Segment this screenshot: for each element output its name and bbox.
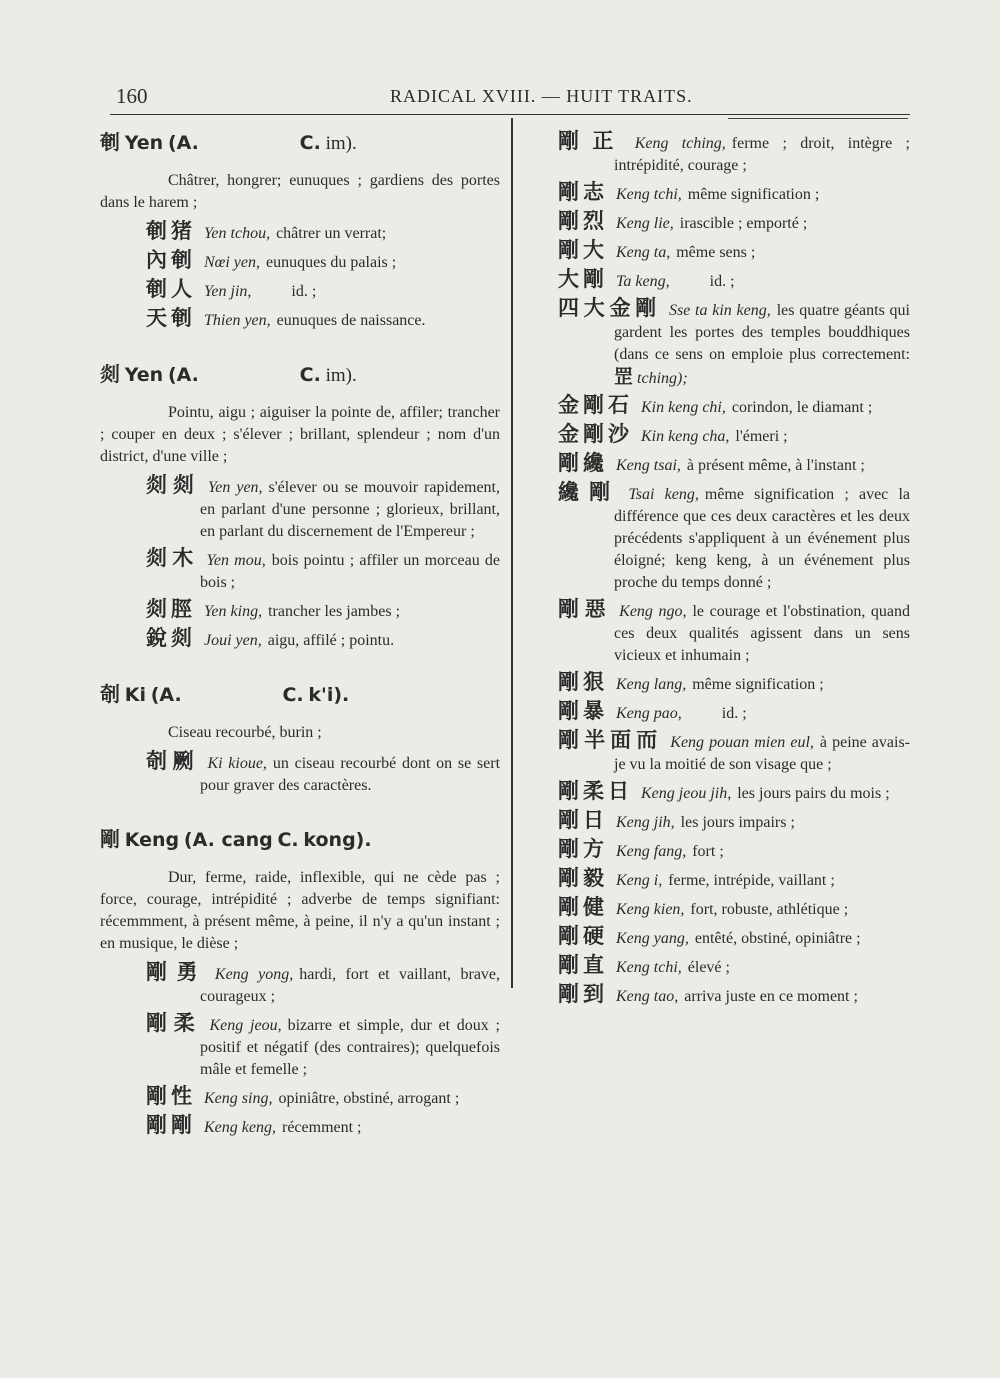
compound-hanzi: 剛大 <box>558 238 608 262</box>
compound-romanization: Keng jeou jih, <box>641 785 732 802</box>
compound-meaning: aigu, affilé ; pointu. <box>267 632 395 649</box>
compound-meaning: entêté, obstiné, opiniâtre ; <box>694 930 861 947</box>
entry-head <box>100 827 500 853</box>
compound-entry <box>100 220 500 245</box>
compound-hanzi: 剛正 <box>558 129 627 153</box>
compound-meaning: irascible ; emporté ; <box>679 215 808 232</box>
compound-hanzi: 剛直 <box>558 953 608 977</box>
compound-romanization: Keng lie, <box>616 215 674 232</box>
compound-hanzi: 大剛 <box>558 267 608 291</box>
compound-meaning: id. ; <box>721 705 747 722</box>
compound-hanzi: 剛惡 <box>558 597 612 621</box>
compound-meaning: châtrer un verrat; <box>276 225 387 242</box>
entry-romanization: Keng <box>124 829 180 851</box>
compound-romanization: Yen king, <box>204 603 263 620</box>
compound-entry <box>100 627 500 652</box>
compound-hanzi: 剛狠 <box>558 670 608 694</box>
entry-cantonese-label: C. <box>282 684 304 706</box>
compound-romanization: Keng kien, <box>616 901 685 918</box>
entry-cantonese-label: C. <box>299 364 321 386</box>
compound-romanization: Keng yang, <box>616 930 689 947</box>
entry-ki <box>100 682 500 797</box>
compound-romanization: Keng jih, <box>616 814 675 831</box>
entry-annamite: (A. <box>167 364 199 386</box>
compound-hanzi: 剛柔 <box>146 1011 202 1035</box>
compound-romanization: Keng tching, <box>634 135 726 152</box>
compound-meaning: id. ; <box>291 283 317 300</box>
entry-cantonese: im). <box>325 365 357 386</box>
entry-romanization: Yen <box>124 132 164 154</box>
compound-hanzi: 剞劂 <box>146 749 200 773</box>
compound-hanzi: 金剛沙 <box>558 422 633 446</box>
compound-hanzi: 剛志 <box>558 180 608 204</box>
entry-definition: Pointu, aigu ; aiguiser la pointe de, affiler; trancher ; couper en deux ; s'élever ; brillant, splendeur ; nom d'un district, d'une ville ; <box>100 404 500 465</box>
compound-entry <box>558 983 910 1008</box>
compound-romanization: Yen yen, <box>207 479 263 496</box>
entry-annamite: (A. <box>167 132 199 154</box>
compound-romanization: Keng lang, <box>616 676 687 693</box>
compound-entry <box>558 809 910 834</box>
compound-meaning: le courage et l'obstination, quand ces deux qualités agissent dans un sens vicieux et inhumain ; <box>614 603 911 664</box>
compound-hanzi: 剛毅 <box>558 866 608 890</box>
page-header <box>110 78 910 115</box>
compound-hanzi: 剛暴 <box>558 699 608 723</box>
compound-meaning: eunuques du palais ; <box>266 254 397 271</box>
entry-keng <box>100 827 500 1139</box>
compound-entry <box>100 547 500 594</box>
compound-romanization: Nœi yen, <box>204 254 260 271</box>
compound-entry <box>558 598 910 667</box>
compound-romanization: Sse ta kin keng, <box>668 302 771 319</box>
compound-meaning: à présent même, à l'instant ; <box>686 457 865 474</box>
entry-cantonese-label: C. <box>299 132 321 154</box>
compound-entry <box>100 598 500 623</box>
compound-meaning: trancher les jambes ; <box>268 603 401 620</box>
compound-hanzi: 剡剡 <box>146 473 200 497</box>
compound-entry <box>558 210 910 235</box>
compound-meaning: l'émeri ; <box>735 428 788 445</box>
compound-entry <box>558 423 910 448</box>
compound-romanization: Yen jin, <box>204 283 252 300</box>
compound-meaning: fort ; <box>692 843 724 860</box>
compound-meaning: bizarre et simple, dur et doux ; positif et négatif (des contraires); quelquefois mâle et femelle ; <box>200 1017 501 1078</box>
entry-head <box>100 682 500 708</box>
compound-romanization: Keng pouan mien eul, <box>670 734 814 751</box>
compound-meaning: les jours impairs ; <box>680 814 795 831</box>
compound-hanzi: 剛硬 <box>558 924 608 948</box>
variant-hanzi: 罡 <box>614 366 634 388</box>
left-column <box>100 130 500 1169</box>
compound-hanzi: 剛日 <box>558 808 608 832</box>
right-column <box>558 130 910 1012</box>
compound-meaning: arriva juste en ce moment ; <box>684 988 858 1005</box>
entry-hanzi: 剡 <box>100 362 120 386</box>
compound-romanization: Thien yen, <box>204 312 271 329</box>
compound-romanization: Kin keng chi, <box>641 399 726 416</box>
compound-entry <box>558 130 910 177</box>
compound-romanization: Yen tchou, <box>204 225 271 242</box>
compound-entry <box>558 481 910 594</box>
compound-hanzi: 剛半面而 <box>558 728 663 752</box>
entry-cantonese: kong). <box>303 829 372 851</box>
compound-meaning: les jours pairs du mois ; <box>737 785 890 802</box>
compound-entry <box>100 278 500 303</box>
compound-romanization: Keng tao, <box>616 988 679 1005</box>
column-divider <box>511 118 513 988</box>
entry-cantonese: k'i). <box>308 684 350 706</box>
compound-meaning: opiniâtre, obstiné, arrogant ; <box>278 1090 460 1107</box>
compound-romanization: Joui yen, <box>204 632 262 649</box>
running-title: RADICAL XVIII. — HUIT TRAITS. <box>390 86 693 106</box>
entry-hanzi: 剦 <box>100 130 120 154</box>
compound-hanzi: 纔剛 <box>558 480 621 504</box>
compound-meaning: les quatre géants qui gardent les portes des temples bouddhiques (dans ce sens on emploie plus correctement: <box>614 302 911 363</box>
compound-hanzi: 剛纔 <box>558 451 608 475</box>
compound-meaning: eunuques de naissance. <box>276 312 426 329</box>
compound-meaning: récemment ; <box>281 1119 362 1136</box>
compound-romanization: Ki kioue, <box>207 755 267 772</box>
entry-head <box>100 130 500 156</box>
compound-hanzi: 剛健 <box>558 895 608 919</box>
entry-annamite: (A. <box>150 684 182 706</box>
compound-romanization: Keng i, <box>616 872 663 889</box>
compound-hanzi: 銳剡 <box>146 626 196 650</box>
compound-entry <box>558 239 910 264</box>
compound-meaning: hardi, fort et vaillant, brave, courageux ; <box>200 966 501 1005</box>
compound-entry <box>558 394 910 419</box>
compound-hanzi: 內剦 <box>146 248 196 272</box>
compound-meaning: ferme, intrépide, vaillant ; <box>668 872 835 889</box>
compound-entry <box>558 268 910 293</box>
entry-romanization: Ki <box>124 684 146 706</box>
compound-meaning: élevé ; <box>687 959 730 976</box>
compound-romanization: Tsai keng, <box>628 486 699 503</box>
compound-romanization: Ta keng, <box>616 273 670 290</box>
compound-meaning: id. ; <box>709 273 735 290</box>
compound-meaning: un ciseau recourbé dont on se sert pour graver des caractères. <box>200 755 501 794</box>
compound-hanzi: 四大金剛 <box>558 296 661 320</box>
compound-meaning: corindon, le diamant ; <box>731 399 873 416</box>
compound-romanization: Yen mou, <box>206 552 266 569</box>
compound-entry <box>558 954 910 979</box>
compound-entry <box>558 700 910 725</box>
compound-romanization: Keng ta, <box>616 244 671 261</box>
compound-hanzi: 金剛石 <box>558 393 633 417</box>
compound-romanization: Keng keng, <box>204 1119 276 1136</box>
entry-yen-1 <box>100 130 500 332</box>
variant-romanization: tching); <box>637 370 688 387</box>
compound-hanzi: 剛勇 <box>146 960 207 984</box>
compound-entry <box>558 297 910 390</box>
compound-hanzi: 剡脛 <box>146 597 196 621</box>
entry-hanzi: 剞 <box>100 682 120 706</box>
compound-entry <box>100 961 500 1008</box>
compound-romanization: Keng fang, <box>616 843 687 860</box>
entry-annamite: (A. cang <box>183 829 273 851</box>
compound-entry <box>100 1085 500 1110</box>
compound-romanization: Keng tchi, <box>616 186 682 203</box>
compound-hanzi: 剡木 <box>146 546 199 570</box>
entry-cantonese: im). <box>325 133 357 154</box>
compound-hanzi: 剦猪 <box>146 219 196 243</box>
compound-romanization: Keng sing, <box>204 1090 273 1107</box>
compound-hanzi: 剦人 <box>146 277 196 301</box>
compound-entry <box>558 867 910 892</box>
compound-hanzi: 剛烈 <box>558 209 608 233</box>
compound-entry <box>100 474 500 543</box>
compound-romanization: Keng tchi, <box>616 959 682 976</box>
compound-entry <box>100 307 500 332</box>
entry-yen-2 <box>100 362 500 652</box>
compound-hanzi: 剛剛 <box>146 1113 196 1137</box>
compound-entry <box>100 1012 500 1081</box>
compound-romanization: Kin keng cha, <box>641 428 730 445</box>
compound-hanzi: 剛到 <box>558 982 608 1006</box>
compound-hanzi: 天剦 <box>146 306 196 330</box>
compound-romanization: Keng jeou, <box>209 1017 282 1034</box>
compound-entry <box>100 1114 500 1139</box>
compound-entry <box>558 780 910 805</box>
compound-meaning: même signification ; <box>687 186 820 203</box>
compound-hanzi: 剛柔日 <box>558 779 633 803</box>
compound-entry <box>558 729 910 776</box>
entry-romanization: Yen <box>124 364 164 386</box>
entry-definition: Dur, ferme, raide, inflexible, qui ne cède pas ; force, courage, intrépidité ; adverbe de temps signifiant: récemmment, à présent même, à peine, il n'y a qu'un instant ; en musique, le dièse ; <box>100 869 500 952</box>
compound-meaning: même signification ; <box>692 676 824 693</box>
compound-meaning: bois pointu ; affiler un morceau de bois ; <box>200 552 501 591</box>
compound-entry <box>558 925 910 950</box>
compound-hanzi: 剛性 <box>146 1084 196 1108</box>
compound-entry <box>558 896 910 921</box>
compound-entry <box>558 181 910 206</box>
entry-definition: Châtrer, hongrer; eunuques ; gardiens des portes dans le harem ; <box>100 172 500 211</box>
compound-entry <box>100 750 500 797</box>
compound-meaning: même signification ; avec la différence que ces deux caractères et les deux précédents s'appliquent à un événement plus éloigné; keng keng, à un événement plus proche du temps donné ; <box>614 486 910 591</box>
compound-romanization: Keng yong, <box>214 966 294 983</box>
entry-definition: Ciseau recourbé, burin ; <box>168 724 322 741</box>
compound-romanization: Keng ngo, <box>619 603 687 620</box>
compound-hanzi: 剛方 <box>558 837 608 861</box>
compound-meaning: à peine avais-je vu la moitié de son visage que ; <box>614 734 911 773</box>
compound-romanization: Keng pao, <box>616 705 682 722</box>
compound-entry <box>558 838 910 863</box>
compound-entry <box>558 452 910 477</box>
entry-cantonese-label: C. <box>277 829 299 851</box>
entry-head <box>100 362 500 388</box>
compound-entry <box>558 671 910 696</box>
entry-hanzi: 剛 <box>100 827 120 851</box>
page-number: 160 <box>116 84 148 108</box>
header-rule <box>728 118 908 119</box>
compound-meaning: ferme ; droit, intègre ; intrépidité, courage ; <box>614 135 910 174</box>
compound-entry <box>100 249 500 274</box>
compound-meaning: fort, robuste, athlétique ; <box>690 901 849 918</box>
compound-meaning: même sens ; <box>676 244 756 261</box>
compound-meaning: s'élever ou se mouvoir rapidement, en parlant d'une personne ; glorieux, brillant, en parlant du discernement de l'Empereur ; <box>200 479 500 540</box>
compound-romanization: Keng tsai, <box>616 457 681 474</box>
